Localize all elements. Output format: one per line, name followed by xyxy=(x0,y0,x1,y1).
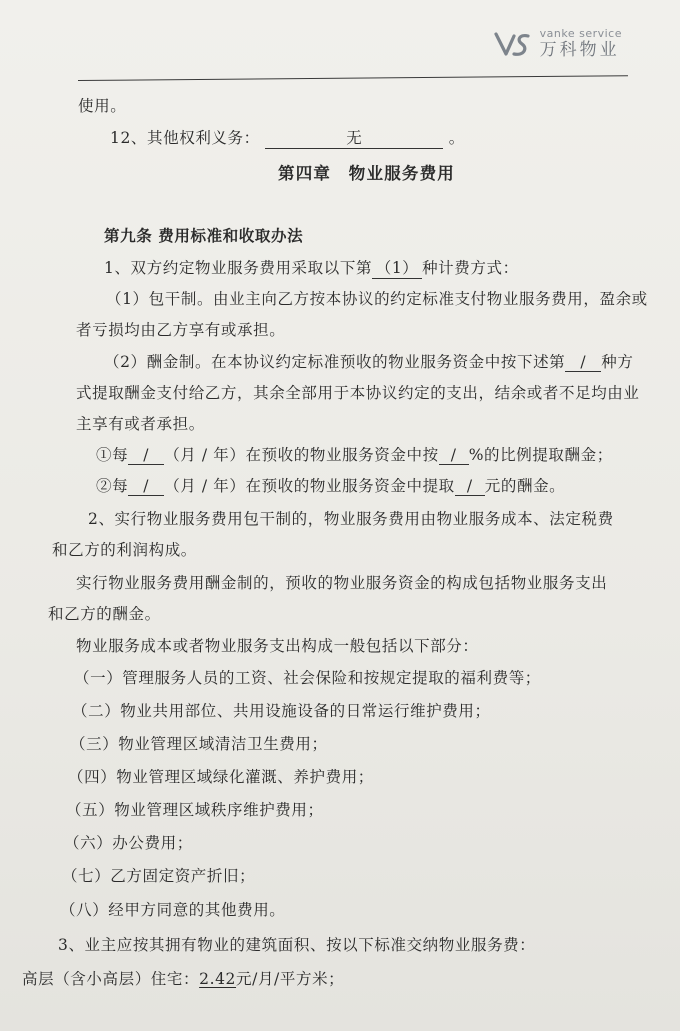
text-line: 2、实行物业服务费用包干制的，物业服务费用由物业服务成本、法定税费 xyxy=(88,510,614,528)
list-item: （二）物业共用部位、共用设施设备的日常运行维护费用； xyxy=(72,702,491,720)
line-text: 元的酬金。 xyxy=(484,477,566,495)
line-text: 使用。 xyxy=(78,97,127,115)
list-item: （八）经甲方同意的其他费用。 xyxy=(60,901,286,919)
list-item: （一）管理服务人员的工资、社会保险和按规定提取的福利费等； xyxy=(74,669,541,687)
line-text: （月 / 年）在预收的物业服务资金中提取 xyxy=(164,477,455,495)
line-text: ②每 xyxy=(96,477,129,495)
filled-blank: / xyxy=(455,477,485,496)
line-text: 元/月/平方米； xyxy=(236,970,345,988)
text-line: 和乙方的酬金。 xyxy=(48,605,161,623)
text-line: 和乙方的利润构成。 xyxy=(52,541,197,559)
text-line: 者亏损均由乙方享有或承担。 xyxy=(76,321,286,339)
list-item: （七）乙方固定资产折旧； xyxy=(62,867,256,885)
list-item: （四）物业管理区域绿化灌溉、养护费用； xyxy=(68,768,374,786)
brand-name-en: vanke service xyxy=(539,26,622,40)
text-line xyxy=(96,474,565,496)
text-line: 实行物业服务费用酬金制的，预收的物业服务资金的构成包括物业服务支出 xyxy=(76,574,608,592)
text-line xyxy=(78,94,126,116)
filled-blank: （1） xyxy=(372,256,422,279)
list-item: （三）物业管理区域清洁卫生费用； xyxy=(70,735,328,753)
line-text: 高层（含小高层）住宅： xyxy=(22,970,200,988)
text-line: 式提取酬金支付给乙方，其余全部用于本协议约定的支出，结余或者不足均由业 xyxy=(76,384,640,402)
brand-name-cn: 万科物业 xyxy=(539,39,620,60)
line-text: 种方 xyxy=(601,353,634,371)
line-text: （2）酬金制。在本协议约定标准预收的物业服务资金中按下述第 xyxy=(104,353,566,371)
line-text: 1、双方约定物业服务费用采取以下第 xyxy=(104,259,373,277)
text-line: （1）包干制。由业主向乙方按本协议的约定标准支付物业服务费用，盈余或 xyxy=(106,290,648,308)
text-line xyxy=(96,443,613,465)
text-line: 3、业主应按其拥有物业的建筑面积、按以下标准交纳物业服务费： xyxy=(58,936,536,954)
filled-blank: / xyxy=(128,477,164,496)
article-heading: 第九条 费用标准和收取办法 xyxy=(104,226,304,245)
fee-value: 2.42 xyxy=(199,970,237,988)
line-text: （月 / 年）在预收的物业服务资金中按 xyxy=(164,446,439,464)
filled-blank: / xyxy=(128,446,164,465)
line-text: 种计费方式： xyxy=(422,259,519,277)
list-item: （六）办公费用； xyxy=(64,834,193,852)
list-item: （五）物业管理区域秩序维护费用； xyxy=(66,801,324,819)
line-text: 12、其他权利义务： xyxy=(110,129,260,147)
text-line xyxy=(104,350,633,372)
vanke-service-logo xyxy=(494,26,622,60)
filled-blank: / xyxy=(565,353,601,372)
line-text: ①每 xyxy=(96,446,129,464)
text-line xyxy=(22,967,344,989)
filled-blank: 无 xyxy=(265,126,443,149)
filled-blank: / xyxy=(439,446,469,465)
chapter-title: 第四章 物业服务费用 xyxy=(278,164,455,183)
text-line: 主享有或者承担。 xyxy=(76,415,205,433)
line-text: 。 xyxy=(448,129,465,147)
text-line: 物业服务成本或者物业服务支出构成一般包括以下部分： xyxy=(76,637,479,655)
vanke-logo-icon xyxy=(494,26,534,60)
text-line xyxy=(104,256,519,279)
line-text: %的比例提取酬金； xyxy=(468,446,613,464)
text-line xyxy=(110,126,465,149)
header-divider xyxy=(78,75,628,81)
